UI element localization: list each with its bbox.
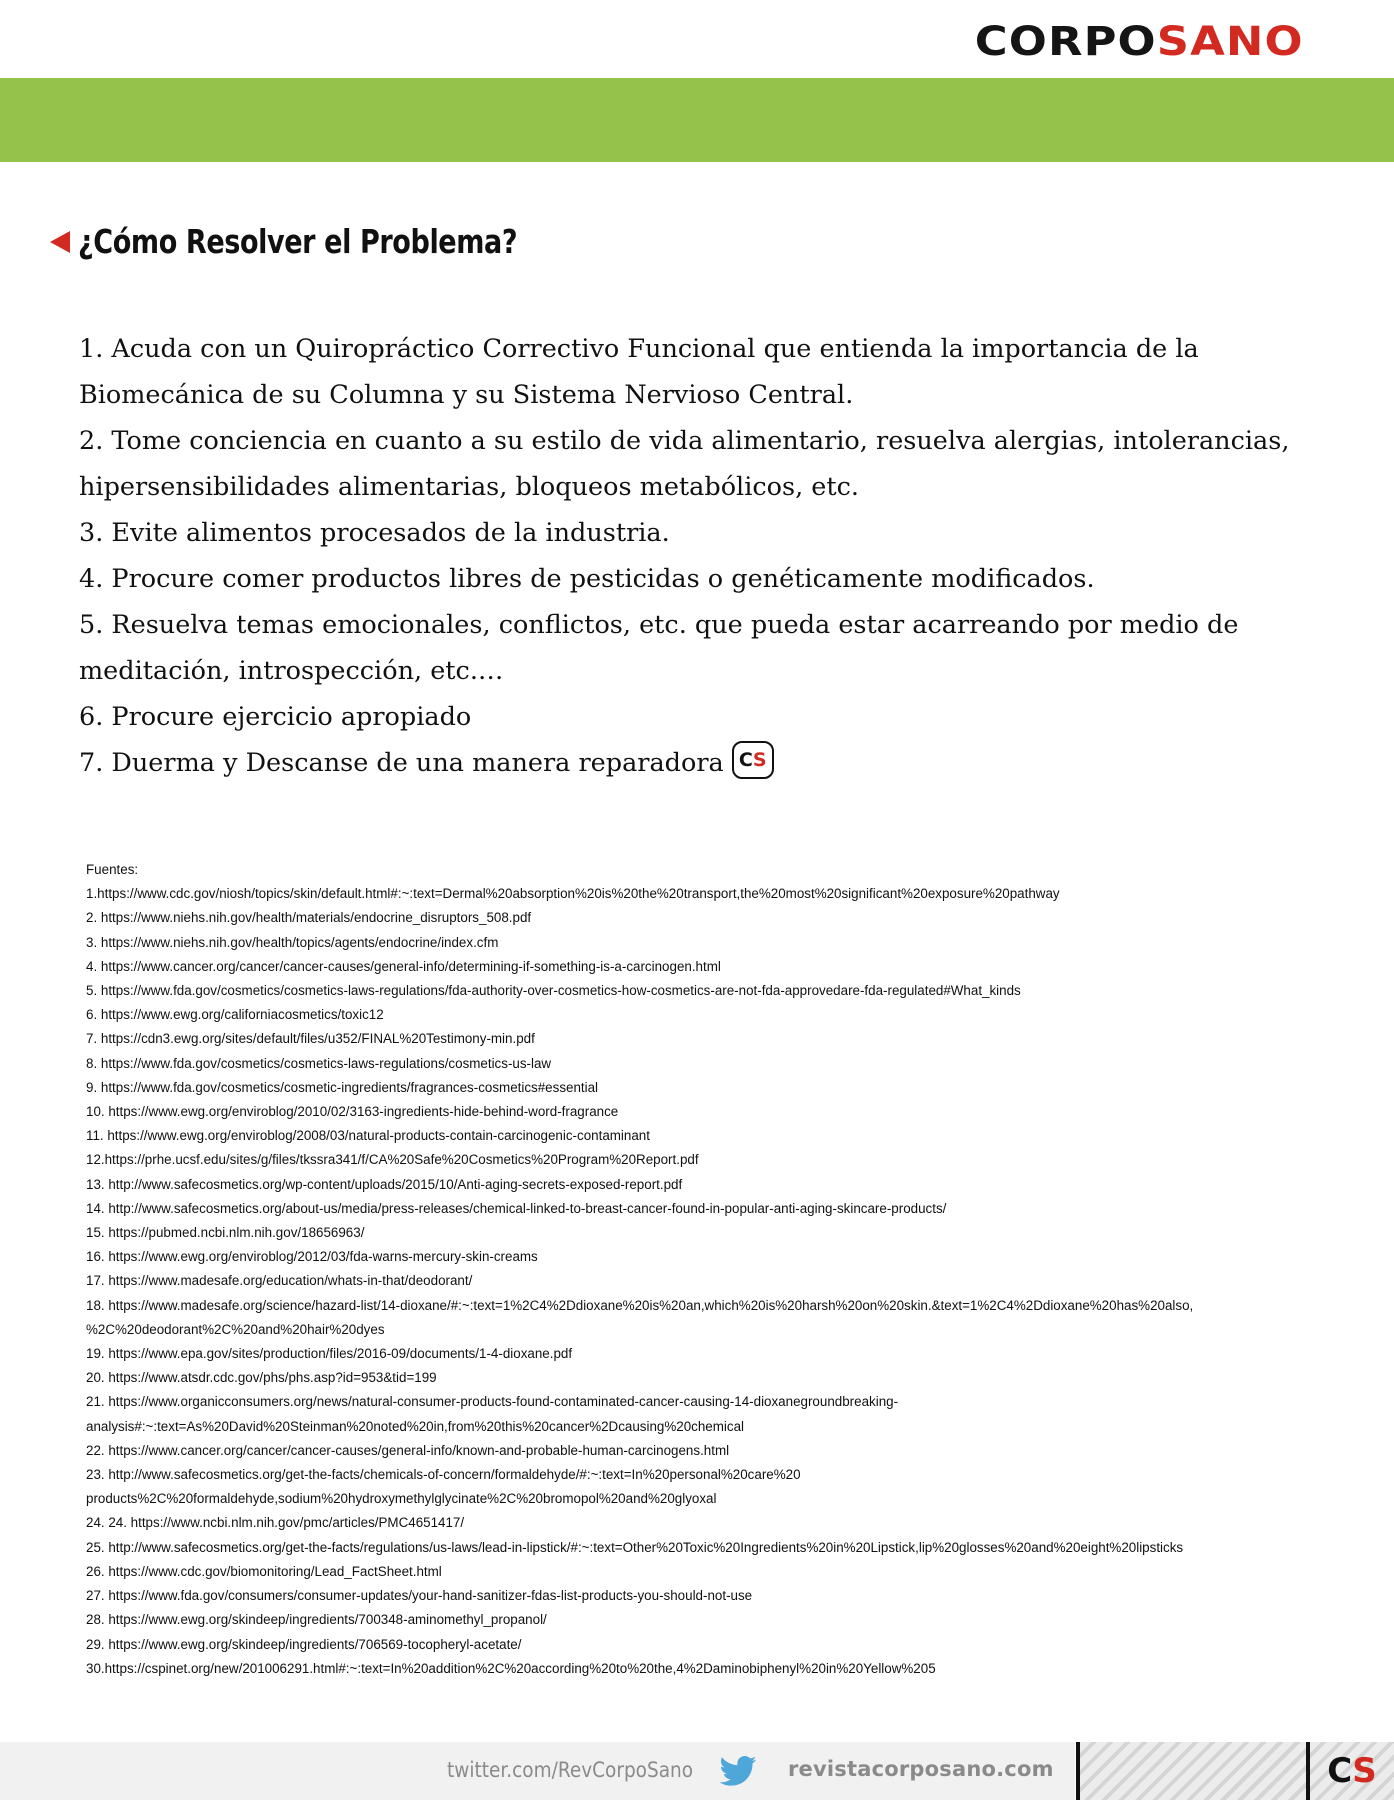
twitter-bird-icon	[716, 1752, 760, 1792]
source-line: 17. https://www.madesafe.org/education/whats-in-that/deodorant/	[86, 1273, 473, 1289]
step-line: Biomecánica de su Columna y su Sistema Nervioso Central.	[79, 380, 854, 410]
source-line: 10. https://www.ewg.org/enviroblog/2010/02/3163-ingredients-hide-behind-word-fragrance	[86, 1104, 619, 1120]
logo-sano: SANO	[1157, 19, 1304, 65]
source-line: 29. https://www.ewg.org/skindeep/ingredients/706569-tocopheryl-acetate/	[86, 1636, 522, 1652]
logo-corpo: CORPO	[975, 19, 1157, 65]
source-line: 4. https://www.cancer.org/cancer/cancer-causes/general-info/determining-if-something-is-a-carcinogen.html	[86, 958, 721, 974]
source-line: 5. https://www.fda.gov/cosmetics/cosmetics-laws-regulations/fda-authority-over-cosmetics-how-cosmetics-are-not-fda-approvedare-fda-regulated#What_kinds	[86, 983, 1021, 999]
source-line: 3. https://www.niehs.nih.gov/health/topics/agents/endocrine/index.cfm	[86, 934, 499, 950]
source-line: 16. https://www.ewg.org/enviroblog/2012/03/fda-warns-mercury-skin-creams	[86, 1249, 538, 1265]
source-line: products%2C%20formaldehyde,sodium%20hydroxymethylglycinate%2C%20bromopol%20and%20glyoxal	[86, 1491, 717, 1507]
step-line: meditación, introspección, etc.…	[79, 656, 504, 686]
step-line-text: 7. Duerma y Descanse de una manera reparadora	[79, 748, 724, 778]
source-line: 2. https://www.niehs.nih.gov/health/materials/endocrine_disruptors_508.pdf	[86, 910, 532, 926]
source-line: 23. http://www.safecosmetics.org/get-the-facts/chemicals-of-concern/formaldehyde/#:~:text=In%20personal%20care%20	[86, 1467, 801, 1483]
section-title: ¿Cómo Resolver el Problema?	[78, 222, 518, 261]
source-line: 18. https://www.madesafe.org/science/hazard-list/14-dioxane/#:~:text=1%2C4%2Ddioxane%20is%20an,which%20is%20harsh%20on%20skin.&text=1%2C4%2Ddioxane%20has%20also,	[86, 1297, 1194, 1313]
footer-stripes	[1076, 1742, 1310, 1800]
step-line: 6. Procure ejercicio apropiado	[79, 702, 472, 732]
step-line: 4. Procure comer productos libres de pesticidas o genéticamente modificados.	[79, 564, 1095, 594]
source-line: 7. https://cdn3.ewg.org/sites/default/files/u352/FINAL%20Testimony-min.pdf	[86, 1031, 535, 1047]
page-footer	[0, 1742, 1394, 1800]
step-line: 5. Resuelva temas emocionales, conflictos, etc. que pueda estar acarreando por medio de	[79, 610, 1239, 640]
section-heading	[50, 222, 614, 261]
source-line: analysis#:~:text=As%20David%20Steinman%20noted%20in,from%20this%20cancer%2Dcausing%20chemical	[86, 1418, 745, 1434]
source-line: %2C%20deodorant%2C%20and%20hair%20dyes	[86, 1321, 385, 1337]
source-line: 15. https://pubmed.ncbi.nlm.nih.gov/18656963/	[86, 1225, 365, 1241]
footer-cs-logo: C S	[1306, 1742, 1394, 1800]
steps-list	[79, 326, 1339, 786]
source-line: 19. https://www.epa.gov/sites/production/files/2016-09/documents/1-4-dioxane.pdf	[86, 1346, 573, 1362]
red-triangle-icon	[50, 231, 70, 253]
source-line: 20. https://www.atsdr.cdc.gov/phs/phs.asp?id=953&tid=199	[86, 1370, 437, 1386]
step-line: 3. Evite alimentos procesados de la industria.	[79, 518, 670, 548]
corposano-logo	[975, 20, 1304, 65]
source-line: 9. https://www.fda.gov/cosmetics/cosmetic-ingredients/fragrances-cosmetics#essential	[86, 1079, 599, 1095]
source-line: 30.https://cspinet.org/new/201006291.html#:~:text=In%20addition%2C%20according%20to%20the,4%2Daminobiphenyl%20in%20Yellow%205	[86, 1660, 936, 1676]
step-line: 1. Acuda con un Quiropráctico Correctivo Funcional que entienda la importancia de la	[79, 334, 1199, 364]
source-line: 24. 24. https://www.ncbi.nlm.nih.gov/pmc/articles/PMC4651417/	[86, 1515, 465, 1531]
step-line: hipersensibilidades alimentarias, bloqueos metabólicos, etc.	[79, 472, 860, 502]
sources-label: Fuentes:	[86, 862, 139, 877]
green-header-band	[0, 78, 1394, 162]
source-line: 11. https://www.ewg.org/enviroblog/2008/03/natural-products-contain-carcinogenic-contaminant	[86, 1128, 650, 1144]
source-line: 12.https://prhe.ucsf.edu/sites/g/files/tkssra341/f/CA%20Safe%20Cosmetics%20Program%20Report.pdf	[86, 1152, 699, 1168]
step-line-last	[79, 740, 1339, 786]
source-line: 26. https://www.cdc.gov/biomonitoring/Lead_FactSheet.html	[86, 1563, 442, 1579]
step-line: 2. Tome conciencia en cuanto a su estilo de vida alimentario, resuelva alergias, intolerancias,	[79, 426, 1290, 456]
source-line: 8. https://www.fda.gov/cosmetics/cosmetics-laws-regulations/cosmetics-us-law	[86, 1055, 552, 1071]
cs-badge-icon: C S	[732, 741, 774, 779]
twitter-handle: twitter.com/RevCorpoSano	[447, 1758, 694, 1782]
source-line: 25. http://www.safecosmetics.org/get-the-facts/regulations/us-laws/lead-in-lipstick/#:~:text=Other%20Toxic%20Ingredients%20in%20Lipstick,lip%20glosses%20and%20eight%20lipsticks	[86, 1539, 1184, 1555]
sources-list	[86, 858, 1376, 1681]
website-url: revistacorposano.com	[788, 1757, 1054, 1781]
source-line: 14. http://www.safecosmetics.org/about-us/media/press-releases/chemical-linked-to-breast-cancer-found-in-popular-anti-aging-skincare-products/	[86, 1200, 947, 1216]
source-line: 6. https://www.ewg.org/californiacosmetics/toxic12	[86, 1007, 384, 1023]
source-line: 27. https://www.fda.gov/consumers/consumer-updates/your-hand-sanitizer-fdas-list-products-you-should-not-use	[86, 1588, 753, 1604]
source-line: 1.https://www.cdc.gov/niosh/topics/skin/default.html#:~:text=Dermal%20absorption%20is%20the%20transport,the%20most%20significant%20exposure%20pathway	[86, 886, 1060, 902]
source-line: 28. https://www.ewg.org/skindeep/ingredients/700348-aminomethyl_propanol/	[86, 1612, 547, 1628]
source-line: 22. https://www.cancer.org/cancer/cancer-causes/general-info/known-and-probable-human-carcinogens.html	[86, 1442, 730, 1458]
source-line: 13. http://www.safecosmetics.org/wp-content/uploads/2015/10/Anti-aging-secrets-exposed-report.pdf	[86, 1176, 683, 1192]
source-line: 21. https://www.organicconsumers.org/news/natural-consumer-products-found-contaminated-cancer-causing-14-dioxanegroundbreaking-	[86, 1394, 899, 1410]
